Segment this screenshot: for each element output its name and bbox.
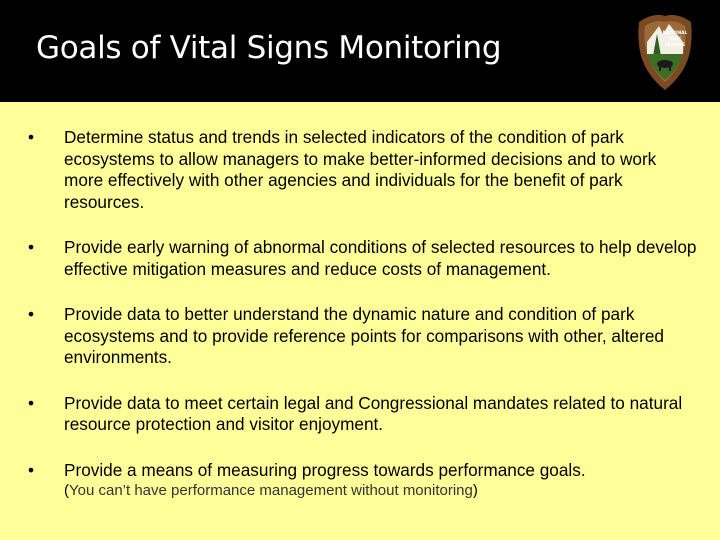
bullet-text: Provide data to better understand the dynamic nature and condition of park ecosystems and to provide reference points for comparisons with other, altered environments. bbox=[64, 304, 664, 367]
bullet-dot: • bbox=[28, 237, 35, 257]
bullet-item bbox=[28, 393, 698, 436]
logo-text-3: SERVICE bbox=[664, 43, 686, 48]
logo-text-1: NATIONAL bbox=[662, 31, 688, 36]
logo-text-2: PARK bbox=[668, 37, 682, 42]
bullet-item bbox=[28, 237, 698, 280]
bullet-item bbox=[28, 304, 698, 369]
note-text: You can’t have performance management without monitoring bbox=[69, 482, 473, 499]
note-open-paren: ( bbox=[64, 482, 69, 499]
bullet-dot: • bbox=[28, 304, 35, 324]
bullet-dot: • bbox=[28, 459, 35, 480]
bullet-dot: • bbox=[28, 127, 35, 147]
bullet-dot: • bbox=[28, 392, 35, 413]
note-close-paren: ) bbox=[472, 482, 478, 499]
bullet-item bbox=[28, 460, 698, 502]
bullet-text: Determine status and trends in selected indicators of the condition of park ecosystems to allow managers to make better-informed decisions and to work more effectively with other agencies and individuals for the benefit of park resources. bbox=[64, 127, 657, 212]
bullet-item bbox=[28, 127, 698, 213]
bullet-text: Provide a means of measuring progress towards performance goals. bbox=[64, 459, 586, 480]
slide-title: Goals of Vital Signs Monitoring bbox=[36, 30, 502, 66]
bullet-note bbox=[64, 481, 698, 501]
bullet-text: Provide early warning of abnormal conditions of selected resources to help develop effective mitigation measures and reduce costs of management. bbox=[64, 237, 697, 279]
nps-arrowhead-icon bbox=[633, 12, 697, 92]
bullet-list bbox=[28, 127, 698, 525]
title-bar bbox=[0, 0, 720, 102]
bullet-text: Provide data to meet certain legal and Congressional mandates related to natural resource protection and visitor enjoyment. bbox=[64, 392, 683, 434]
